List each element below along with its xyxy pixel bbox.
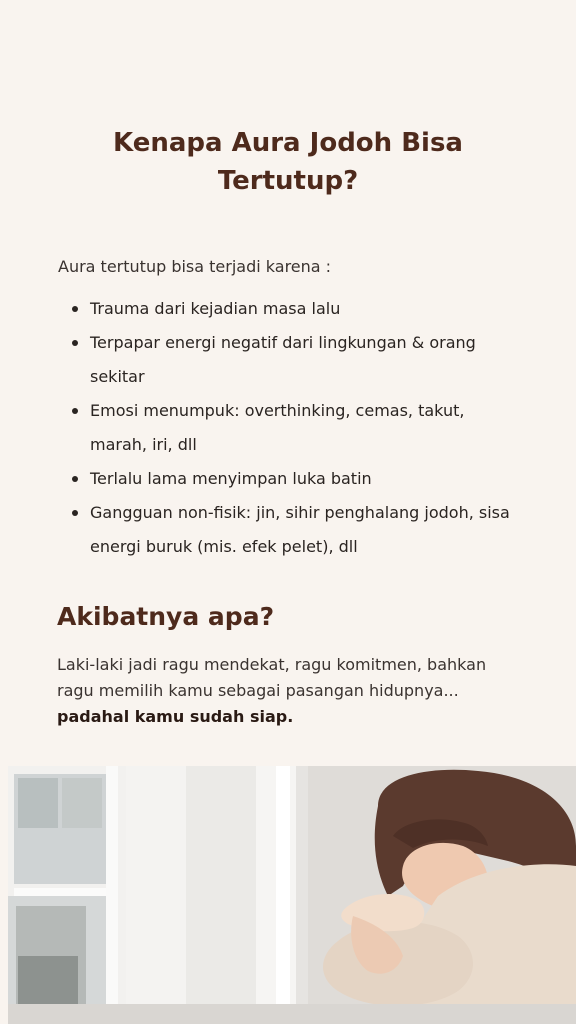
- list-item-text: Terlalu lama menyimpan luka batin: [90, 469, 372, 488]
- bullet-icon: [72, 510, 78, 516]
- list-item: [72, 496, 522, 564]
- list-item-text: Terpapar energi negatif dari lingkungan & orang sekitar: [90, 333, 476, 386]
- reasons-list: [72, 292, 522, 564]
- list-item: [72, 326, 522, 394]
- page-title: Kenapa Aura Jodoh Bisa Tertutup?: [113, 128, 463, 196]
- bullet-icon: [72, 408, 78, 414]
- list-item-text: Trauma dari kejadian masa lalu: [90, 299, 341, 318]
- effect-paragraph: [57, 652, 527, 730]
- list-item-text: Emosi menumpuk: overthinking, cemas, takut, marah, iri, dll: [90, 401, 465, 454]
- list-item-text: Gangguan non-fisik: jin, sihir penghalang jodoh, sisa energi buruk (mis. efek pelet), dll: [90, 503, 510, 556]
- list-item: [72, 394, 522, 462]
- bullet-icon: [72, 476, 78, 482]
- section-heading: Akibatnya apa?: [57, 602, 275, 631]
- photo-illustration: [8, 766, 576, 1024]
- effect-emphasis: padahal kamu sudah siap.: [57, 707, 294, 726]
- bullet-icon: [72, 340, 78, 346]
- sad-woman-photo: [8, 766, 576, 1024]
- effect-text: Laki-laki jadi ragu mendekat, ragu komitmen, bahkan ragu memilih kamu sebagai pasangan hidupnya...: [57, 655, 487, 700]
- list-item: [72, 462, 522, 496]
- list-item: [72, 292, 522, 326]
- intro-text: Aura tertutup bisa terjadi karena :: [58, 257, 332, 276]
- bullet-icon: [72, 306, 78, 312]
